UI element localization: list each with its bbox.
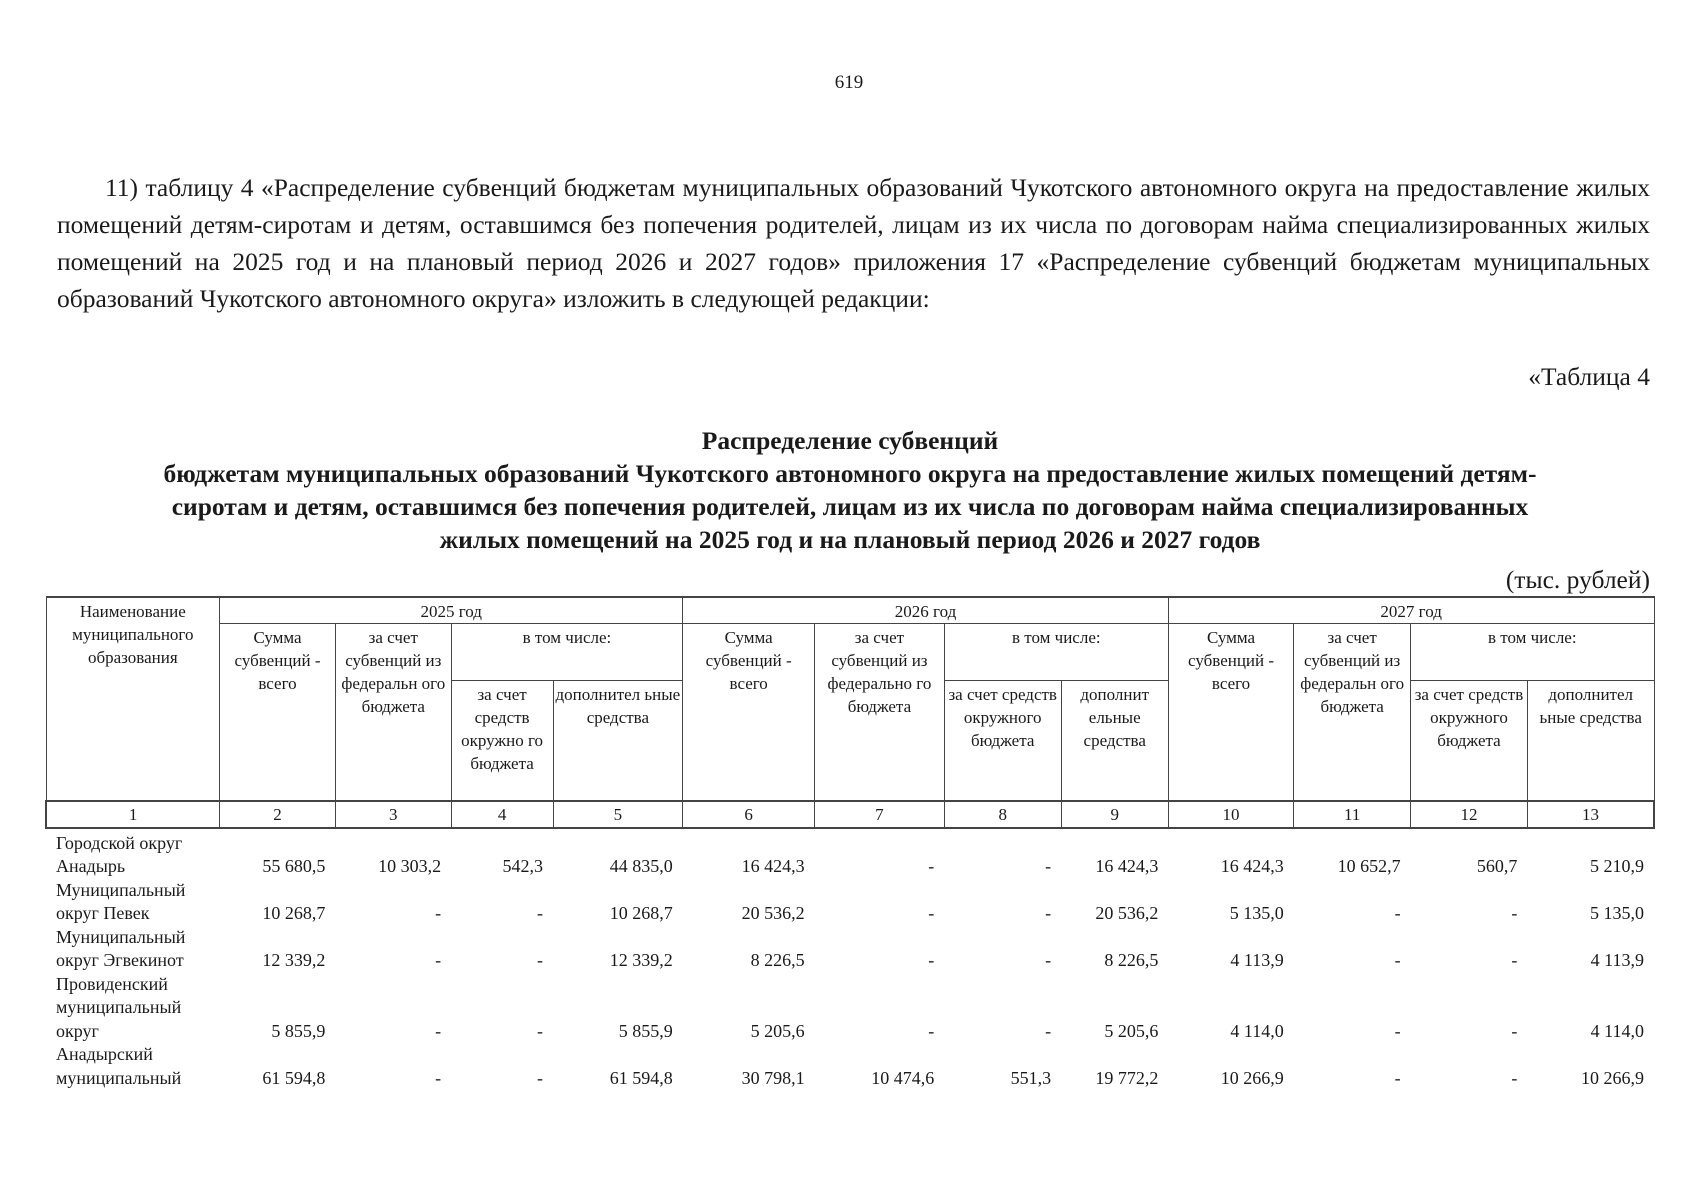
cell-value: - [1045,1020,1052,1041]
cell-value: 5 205,6 [1104,1020,1159,1041]
municipality-name: Муниципальный округ Певек [56,879,186,923]
header-2027-federal: за счет субвенций из федеральн ого бюджета [1294,624,1411,801]
cell-value: 560,7 [1476,856,1518,876]
header-2025-federal: за счет субвенций из федеральн ого бюджета [335,624,451,801]
cell-value: 44 835,0 [609,856,673,876]
cell-value: - [537,1067,543,1088]
table-title-line: Распределение субвенций [701,426,999,455]
column-number: 3 [335,801,451,828]
header-2027-extra: дополнител ьные средства [1527,681,1654,801]
header-2026-extra: дополнит ельные средства [1061,681,1168,801]
cell-value: - [928,903,935,923]
cell-value: - [435,1067,442,1088]
cell-value: 30 798,1 [741,1067,805,1088]
cell-value: - [435,1020,442,1041]
municipality-name: Муниципальный округ Эгвекинот [56,926,186,970]
column-number: 6 [683,801,815,828]
cell-value: 4 114,0 [1230,1020,1284,1041]
cell-value: 10 268,7 [262,903,326,923]
header-2026-total: Сумма субвенций - всего [683,624,815,801]
cell-value: 61 594,8 [262,1067,326,1088]
header-2025-incl: в том числе: [451,624,683,681]
cell-value: 16 424,3 [741,856,805,876]
cell-value: - [1045,856,1052,876]
cell-value: 61 594,8 [609,1067,673,1088]
municipality-name: Провиденский муниципальный округ [56,973,182,1041]
page-number: 619 [834,72,864,93]
municipality-name: Городской округ Анадырь [56,832,183,876]
cell-value: - [435,903,442,923]
cell-value: 10 652,7 [1337,856,1401,876]
municipality-name: Анадырский муниципальный [56,1044,182,1088]
table-row [46,828,1654,879]
header-2027-incl: в том числе: [1411,624,1654,681]
table-label: «Таблица 4 [1528,362,1650,391]
cell-value: 4 113,9 [1590,950,1644,970]
table-row [46,1043,1654,1090]
column-number: 10 [1168,801,1293,828]
cell-value: - [1511,903,1518,923]
cell-value: 20 536,2 [741,903,805,923]
cell-value: - [928,950,935,970]
cell-value: - [435,950,442,970]
header-2025-okrug: за счет средств окружно го бюджета [451,681,553,801]
units-label: (тыс. рублей) [1505,565,1650,594]
cell-value: - [537,950,543,970]
cell-value: 5 210,9 [1590,856,1644,876]
cell-value: - [1394,1067,1401,1088]
column-number: 2 [220,801,336,828]
cell-value: 10 266,9 [1220,1067,1284,1088]
cell-value: - [1394,903,1401,923]
header-year-2025: 2025 год [220,597,683,624]
cell-value: - [1394,1020,1401,1041]
header-2026-okrug: за счет средств окружного бюджета [944,681,1061,801]
intro-paragraph: 11) таблицу 4 «Распределение субвенций бюджетам муниципальных образований Чукотского автономного округа на предоставление жилых помещений детям-сиротам и детям, оставшимся без попечения родителей, лицам из их числа по договорам найма специализированных жилых помещений на 2025 год и на плановый период 2026 и 2027 годов» приложения 17 «Распределение субвенций бюджетам муниципальных образований Чукотского автономного округа» изложить в следующей редакции: [57,173,1650,313]
cell-value: - [537,1020,543,1041]
column-number: 7 [815,801,945,828]
cell-value: 16 424,3 [1220,856,1284,876]
column-number: 8 [944,801,1061,828]
table-title-line: жилых помещений на 2025 год и на плановый период 2026 и 2027 годов [439,525,1261,554]
header-2025-total: Сумма субвенций - всего [220,624,336,801]
table-row [46,926,1654,973]
cell-value: 16 424,3 [1095,856,1159,876]
column-number: 4 [451,801,553,828]
column-number: 12 [1411,801,1528,828]
cell-value: - [928,1020,935,1041]
table-title [60,424,1640,556]
header-2026-federal: за счет субвенций из федерально го бюджета [815,624,945,801]
cell-value: - [1511,1020,1518,1041]
table-title-line: бюджетам муниципальных образований Чукотского автономного округа на предоставление жилых помещений детям- [163,459,1537,488]
cell-value: 10 266,9 [1581,1067,1644,1088]
header-year-2026: 2026 год [683,597,1169,624]
cell-value: 19 772,2 [1095,1067,1159,1088]
cell-value: - [1045,903,1052,923]
cell-value: 8 226,5 [750,950,805,970]
cell-value: 4 114,0 [1590,1020,1644,1041]
column-number: 13 [1527,801,1654,828]
column-number: 5 [553,801,683,828]
header-year-2027: 2027 год [1168,597,1654,624]
cell-value: 10 303,2 [378,856,442,876]
cell-value: - [1511,1067,1518,1088]
header-2027-total: Сумма субвенций - всего [1168,624,1293,801]
cell-value: 20 536,2 [1095,903,1159,923]
cell-value: - [1511,950,1518,970]
header-2026-incl: в том числе: [944,624,1168,681]
column-number: 1 [46,801,220,828]
header-2027-okrug: за счет средств окружного бюджета [1411,681,1528,801]
cell-value: 5 135,0 [1229,903,1284,923]
table-row [46,973,1654,1044]
column-number: 9 [1061,801,1168,828]
cell-value: 8 226,5 [1104,950,1159,970]
cell-value: - [928,856,935,876]
column-number: 11 [1294,801,1411,828]
cell-value: 5 855,9 [271,1020,326,1041]
cell-value: 5 135,0 [1590,903,1644,923]
cell-value: - [537,903,543,923]
subsidy-table [45,596,1655,1090]
header-2025-extra: дополнител ьные средства [553,681,683,801]
header-name-col: Наименование муниципального образования [46,597,220,801]
cell-value: 542,3 [502,856,543,876]
table-row [46,879,1654,926]
cell-value: 4 113,9 [1230,950,1284,970]
table-title-line: сиротам и детям, оставшимся без попечения родителей, лицам из их числа по договорам найма специализированных [171,492,1529,521]
cell-value: 10 474,6 [871,1067,935,1088]
cell-value: 55 680,5 [262,856,326,876]
cell-value: 12 339,2 [262,950,326,970]
cell-value: - [1394,950,1401,970]
cell-value: 10 268,7 [609,903,673,923]
cell-value: 551,3 [1010,1067,1052,1088]
cell-value: 5 205,6 [750,1020,805,1041]
cell-value: - [1045,950,1052,970]
cell-value: 12 339,2 [609,950,673,970]
cell-value: 5 855,9 [618,1020,673,1041]
